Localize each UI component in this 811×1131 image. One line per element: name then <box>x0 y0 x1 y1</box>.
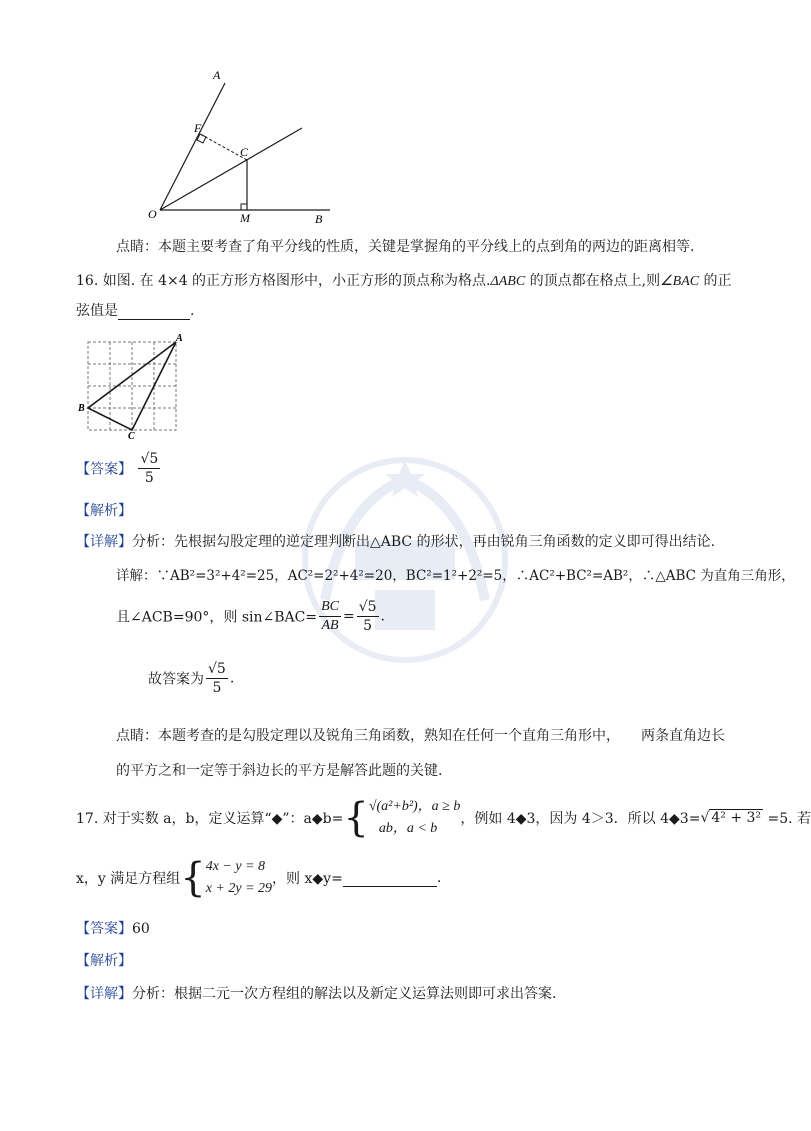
q16-line2-end: . <box>190 303 195 319</box>
q17-answer <box>76 918 150 938</box>
q16-work-line3 <box>148 660 234 697</box>
piecewise-cases <box>369 796 461 840</box>
detail-tag: 【详解】 <box>76 986 132 1002</box>
q17-text-line2a: x，y 满足方程组 <box>76 871 181 887</box>
period: . <box>380 608 385 625</box>
q16-note-line1: 点睛：本题考查的是勾股定理以及锐角三角函数，熟知在任何一个直角三角形中， 两条直角边长 <box>116 728 725 744</box>
q17-text-line2b: ，则 x◆y= <box>272 871 343 887</box>
example-sqrt: √ 4² + 3² <box>700 810 762 826</box>
fraction-numerator: √5 <box>358 599 377 615</box>
q17-answer-blank <box>343 870 437 887</box>
system-brace: { <box>180 855 206 901</box>
q16-angle: ∠BAC <box>660 274 700 289</box>
q17-text-c: =5. 若 <box>763 811 811 827</box>
fraction-numerator: √5 <box>140 451 159 467</box>
fraction-denominator: 5 <box>144 470 154 486</box>
work2-text: 且∠ACB=90°，则 sin∠BAC= <box>116 609 318 626</box>
label-M: M <box>240 211 250 225</box>
grid-label-A: A <box>176 333 183 344</box>
q16-detail <box>76 531 715 551</box>
fraction-numerator: BC <box>319 598 341 617</box>
q16-answer-blank <box>118 303 190 320</box>
q16-text-c: 的正 <box>699 273 732 289</box>
equals-sign: = <box>342 608 355 625</box>
q16-line2 <box>76 300 194 320</box>
case-2: ab，a < b <box>378 821 438 836</box>
q17-line1 <box>76 796 811 840</box>
label-A: A <box>213 68 221 82</box>
q16-work-line1: 详解：∵AB²=3²+4²=25，AC²=2²+4²=20，BC²=1²+2²=5，∴AC²+BC²=AB²，∴△ABC 为直角三角形， <box>116 568 795 584</box>
work3-text: 故答案为 <box>148 671 204 688</box>
q17-text-a: 17. 对于实数 a，b，定义运算“◆”：a◆b= <box>76 811 344 827</box>
label-F: F <box>194 121 202 135</box>
answer-fraction <box>138 450 160 487</box>
fraction-sqrt5-5 <box>357 598 379 635</box>
fraction-bc-ab <box>319 598 341 635</box>
q17-line2 <box>76 856 441 900</box>
angle-bisector-figure <box>140 65 340 227</box>
q16-line1 <box>76 270 732 290</box>
final-answer-fraction <box>206 660 228 697</box>
fraction-denominator: 5 <box>212 680 222 696</box>
jiexi-tag: 【解析】 <box>76 503 132 519</box>
answer-value: 60 <box>132 921 150 937</box>
watermark-logo <box>285 440 525 680</box>
answer-tag: 【答案】 <box>76 921 132 937</box>
period: . <box>229 670 235 687</box>
equation-2: x + 2y = 29 <box>205 881 273 896</box>
jiexi-tag-17: 【解析】 <box>76 953 132 969</box>
label-O: O <box>148 207 157 221</box>
q16-answer <box>76 450 162 487</box>
q17-text-b: ，例如 4◆3，因为 4＞3．所以 4◆3= <box>460 811 701 827</box>
equation-system <box>206 856 272 900</box>
detail-text: 分析：根据二元一次方程组的解法以及新定义运算法则即可求出答案. <box>132 986 557 1002</box>
q16-text-a: 16. 如图. 在 4×4 的正方形方格图形中，小正方形的顶点称为格点. <box>76 273 491 289</box>
answer-tag: 【答案】 <box>76 461 132 478</box>
equation-1: 4x − y = 8 <box>205 859 266 874</box>
left-brace: { <box>343 795 369 841</box>
detail-tag: 【详解】 <box>76 534 132 550</box>
q16-text-b: 的顶点都在格点上,则 <box>525 273 661 289</box>
grid-figure <box>76 332 186 440</box>
detail-text: 分析：先根据勾股定理的逆定理判断出△ABC 的形状，再由锐角三角函数的定义即可得出结论. <box>132 534 716 550</box>
fraction-denominator: AB <box>321 618 339 633</box>
q16-work-line2 <box>116 598 385 635</box>
q17-detail <box>76 983 556 1003</box>
fraction-denominator: 5 <box>363 618 373 634</box>
q16-note-line2: 的平方之和一定等于斜边长的平方是解答此题的关键. <box>116 763 443 779</box>
q16-triangle: ΔABC <box>490 274 526 289</box>
grid-label-C: C <box>128 431 135 442</box>
case-1: √(a²+b²)，a ≥ b <box>368 799 461 814</box>
label-B: B <box>315 212 323 226</box>
grid-label-B: B <box>78 403 85 414</box>
fraction-numerator: √5 <box>208 661 226 677</box>
q16-text-line2: 弦值是 <box>76 303 118 319</box>
label-C: C <box>240 145 249 159</box>
period: . <box>436 870 442 886</box>
note-15: 点睛：本题主要考查了角平分线的性质，关键是掌握角的平分线上的点到角的两边的距离相等. <box>116 239 695 255</box>
sqrt-radicand: 4² + 3² <box>711 810 762 826</box>
